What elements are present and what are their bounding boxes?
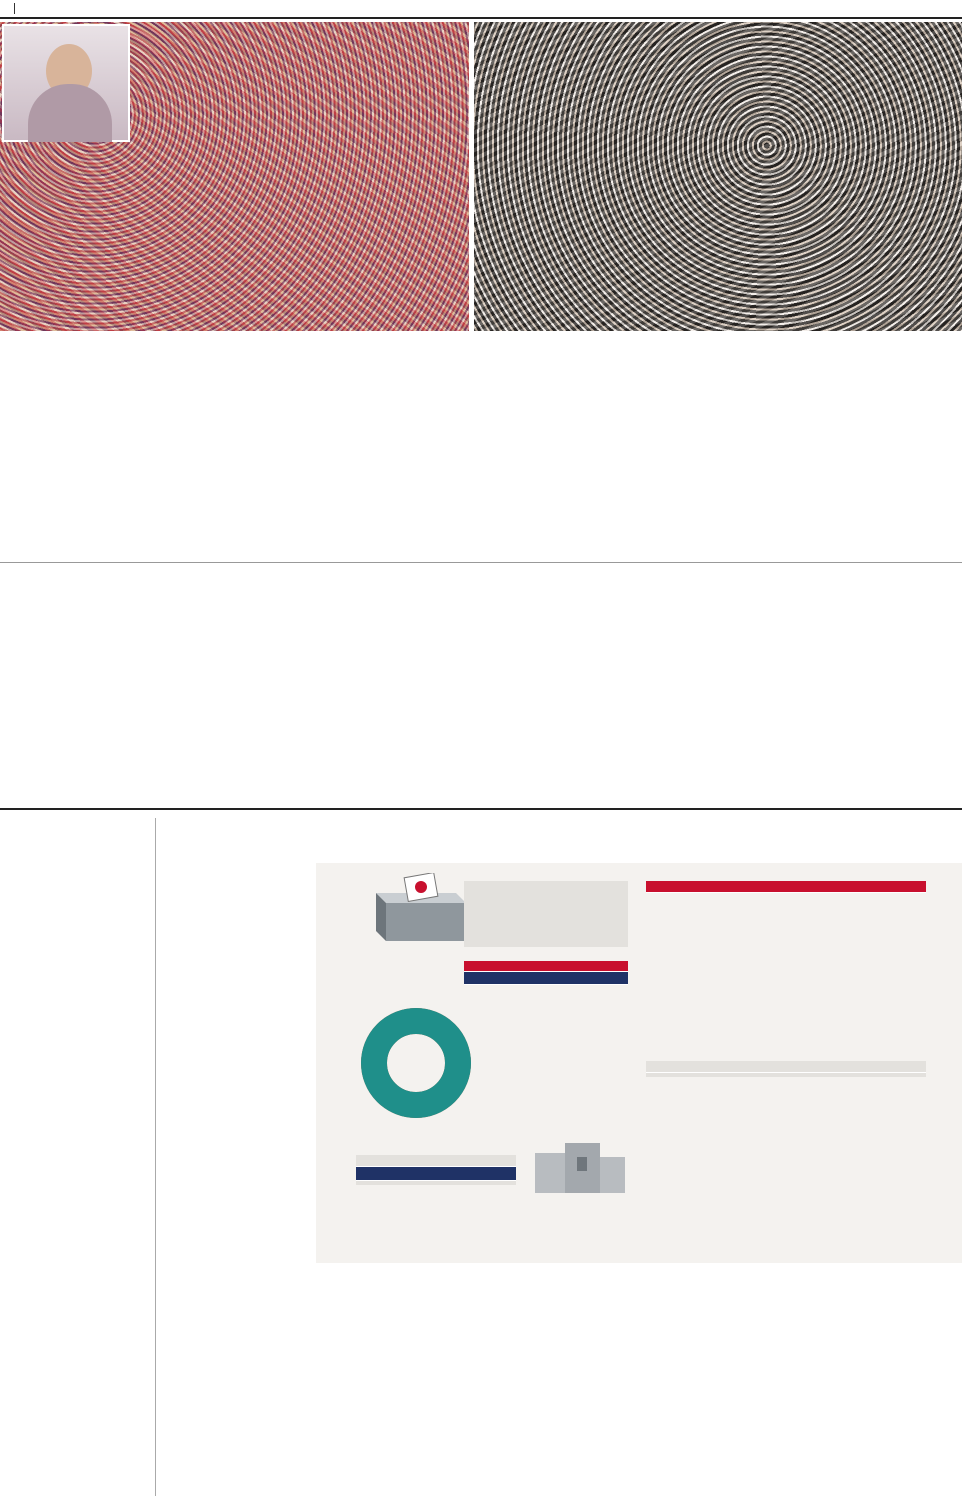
cases-total	[356, 1167, 516, 1181]
profession-note	[646, 1073, 926, 1077]
story4-col-5	[789, 1271, 940, 1496]
cases-note	[356, 1181, 516, 1185]
photo-crowd-texture-2	[474, 22, 962, 331]
photo-crowd-sylhet	[474, 22, 962, 331]
story4-col-4	[631, 1271, 782, 1496]
story1-col-6	[789, 408, 940, 558]
profession-table	[646, 1061, 926, 1077]
photo-inset-portrait	[2, 24, 130, 142]
masthead-rule	[0, 17, 962, 19]
building-window	[577, 1157, 587, 1171]
story4-col-3	[474, 1271, 625, 1496]
divider	[0, 562, 962, 563]
law-total	[464, 972, 628, 985]
expenditure-donut	[356, 1003, 476, 1123]
donut-slice-own-fund-loan-contribution	[374, 1021, 458, 1105]
ballot-box-body	[386, 903, 466, 941]
education-box	[464, 881, 628, 947]
story1-col-3	[316, 408, 467, 558]
photo-caption-left	[0, 334, 468, 358]
story1-col-2	[159, 408, 310, 558]
ballot-box-illustration	[361, 873, 471, 943]
cases-header	[356, 1155, 516, 1167]
profession-header	[646, 1061, 926, 1073]
building-block-3	[600, 1157, 625, 1193]
story2-col-3	[316, 613, 467, 803]
portrait-scarf	[28, 84, 112, 142]
story2-col-4	[474, 613, 625, 803]
page-divider	[14, 3, 15, 14]
story4-col-1	[158, 860, 309, 1496]
divider	[0, 808, 962, 810]
story2-col-1	[0, 613, 151, 803]
ballot-stamp-icon	[415, 881, 427, 893]
infographic	[316, 863, 962, 1263]
photo-rally-gopalganj	[0, 22, 469, 331]
cases-table	[356, 1155, 516, 1185]
top10-header	[646, 881, 926, 893]
story4-col-2	[316, 1271, 467, 1496]
top10-table	[646, 881, 926, 893]
education-grid	[464, 881, 628, 883]
story2-col-5	[631, 613, 782, 803]
photo-caption-right	[474, 334, 962, 358]
building-block-1	[535, 1153, 565, 1193]
parliament-building-illustration	[530, 1133, 630, 1193]
story1-col-5	[631, 408, 782, 558]
story1-col-1	[0, 408, 151, 558]
story2-col-2	[159, 613, 310, 803]
story3-body	[0, 882, 151, 1487]
masthead	[0, 0, 962, 18]
law-header	[464, 961, 628, 972]
story2-col-6	[789, 613, 940, 803]
column-rule	[155, 818, 156, 1496]
story1-col-4	[474, 408, 625, 558]
law-degree-table	[464, 961, 628, 986]
